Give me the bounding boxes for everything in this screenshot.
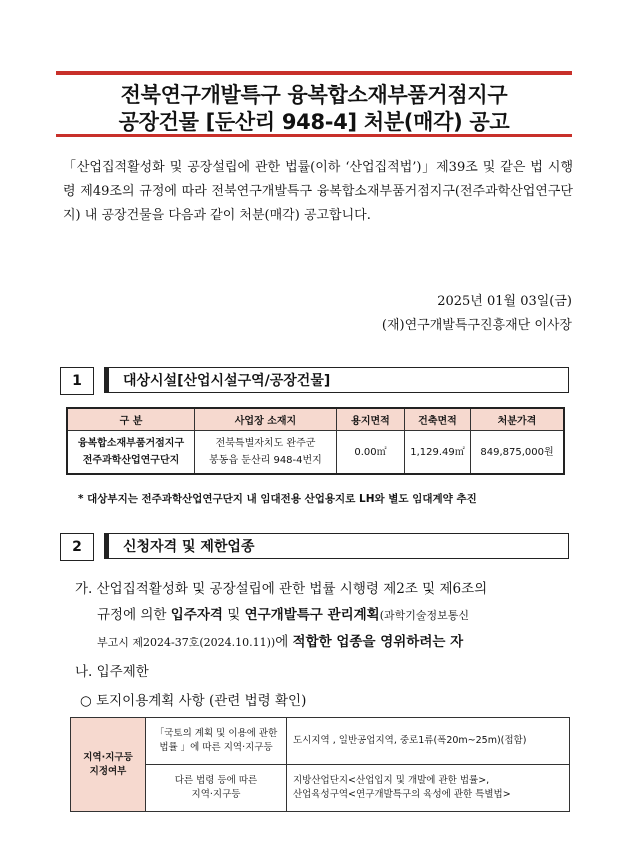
title-top-rule: [56, 71, 572, 75]
ga-text-f: 에: [275, 634, 293, 650]
facility-table-header: [67, 408, 564, 431]
section2-title: 신청자격 및 제한업종: [104, 533, 569, 559]
notice-date: 2025년 01월 03일(금): [437, 294, 572, 309]
zoning-row1-value: 도시지역 , 일반공업지역, 중로1류(폭20m~25m)(접함): [287, 718, 570, 765]
ga-text-e: (과학기술정보통신: [379, 609, 470, 622]
intro-paragraph: 「산업집적활성화 및 공장설립에 관한 법률(이하 ‘산업집적법’)」제39조 및 같은 법 시행령 제49조의 규정에 따라 전북연구개발특구 융복합소재부품거점지구(전주과학산업연구단지) 내 공장건물을 다음과 같이 처분(매각) 공고합니다.: [63, 160, 573, 223]
row2-value-line2: 산업육성구역<연구개발특구의 육성에 관한 특별법>: [293, 789, 511, 800]
table-row: [71, 718, 570, 765]
row2-label-line1: 다른 법령 등에 따른: [174, 775, 258, 786]
zoning-row1-label: [146, 718, 287, 765]
item-ga-line2: [97, 603, 469, 623]
section1-title: 대상시설[산업시설구역/공장건물]: [104, 367, 569, 393]
location-line1: 전북특별자치도 완주군: [215, 438, 316, 449]
cell-category: [67, 431, 195, 475]
land-use-circle-item: ○ 토지이용계획 사항 (관련 법령 확인): [80, 693, 307, 709]
row2-value-line1: 지방산업단지<산업입지 및 개발에 관한 법률>,: [293, 775, 490, 786]
item-ga-line1: 가. 산업집적활성화 및 공장설립에 관한 법률 시행령 제2조 및 제6조의: [75, 581, 488, 597]
cell-building-area: 1,129.49㎡: [405, 431, 471, 475]
zoning-row2-value: [287, 765, 570, 812]
row1-label-line2: 법률 」에 따른 지역·지구등: [159, 742, 273, 753]
item-na: 나. 입주제한: [75, 664, 149, 680]
col-land-area: 용지면적: [337, 408, 405, 431]
facility-table: [66, 407, 565, 475]
table-row: [67, 431, 564, 475]
ga-text-a: 규정에 의한: [97, 607, 171, 623]
ga-bold-plan: 연구개발특구 관리계획: [244, 607, 380, 623]
category-line2: 전주과학산업연구단지: [82, 455, 180, 466]
facility-note: * 대상부지는 전주과학산업연구단지 내 임대전용 산업용지로 LH와 별도 임대계약 추진: [78, 493, 477, 505]
zoning-header: [71, 718, 146, 812]
zoning-header-line2: 지정여부: [89, 765, 127, 777]
ga-bold-eligibility: 입주자격: [170, 607, 223, 623]
row2-label-line2: 지역·지구등: [191, 789, 241, 800]
cell-land-area: 0.00㎡: [337, 431, 405, 475]
notice-issuer: (재)연구개발특구진흥재단 이사장: [381, 318, 572, 333]
col-location: 사업장 소재지: [195, 408, 337, 431]
col-category: 구 분: [67, 408, 195, 431]
category-line1: 융복합소재부품거점지구: [77, 438, 185, 449]
ga-text-notice: 부고시 제2024-37호(2024.10.11)): [97, 636, 276, 649]
section2-number: 2: [60, 533, 94, 561]
page-title-line1: 전북연구개발특구 융복합소재부품거점지구: [120, 83, 508, 107]
page-title-line2: 공장건물 [둔산리 948-4] 처분(매각) 공고: [118, 110, 510, 134]
table-row: [71, 765, 570, 812]
zoning-row2-label: [146, 765, 287, 812]
row1-label-line1: 「국토의 계획 및 이용에 관한: [154, 728, 278, 739]
col-building-area: 건축면적: [405, 408, 471, 431]
cell-price: 849,875,000원: [471, 431, 565, 475]
section1-number: 1: [60, 367, 94, 395]
col-price: 처분가격: [471, 408, 565, 431]
ga-bold-business: 적합한 업종을 영위하려는 자: [292, 634, 464, 650]
item-ga-line3: [97, 630, 463, 650]
cell-location: [195, 431, 337, 475]
zoning-header-line1: 지역·지구등: [83, 751, 133, 763]
zoning-table: [70, 717, 570, 812]
location-line2: 봉동읍 둔산리 948-4번지: [209, 455, 322, 466]
title-bottom-rule: [56, 134, 572, 137]
ga-text-c: 및: [222, 607, 245, 623]
